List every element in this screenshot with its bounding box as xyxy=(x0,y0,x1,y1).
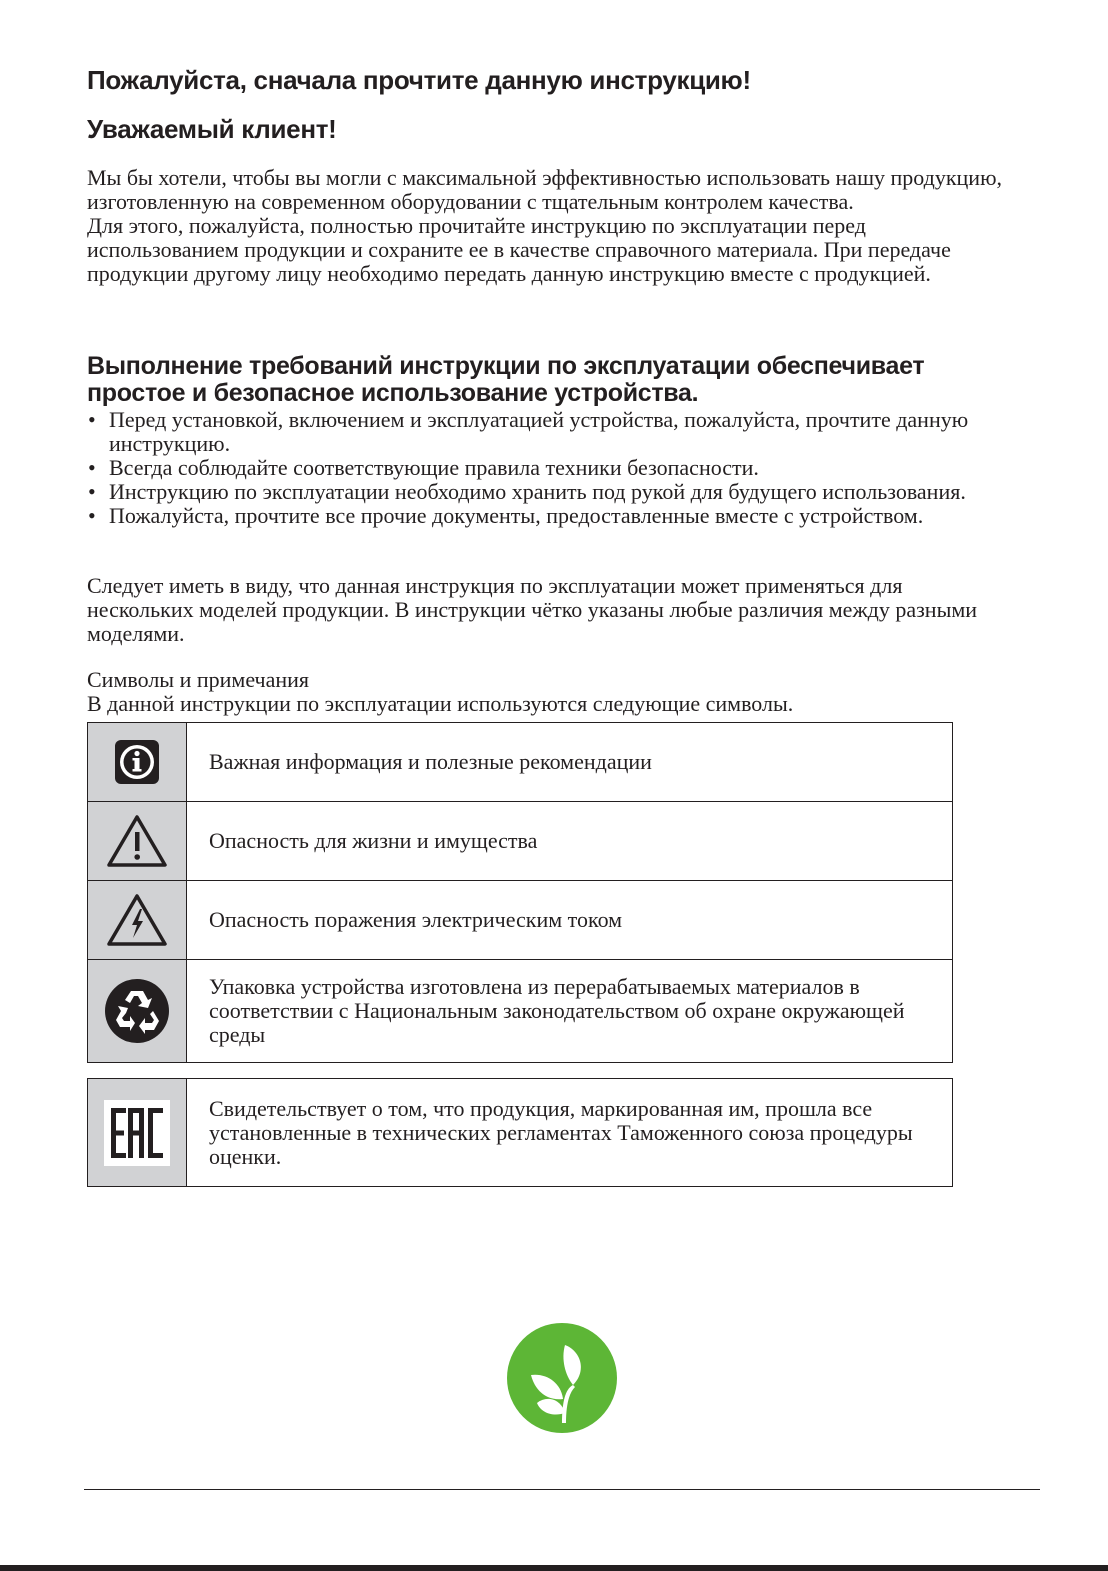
symbol-icon-cell xyxy=(88,802,187,881)
intro-paragraph-2: Для этого, пожалуйста, полностью прочитайте инструкцию по эксплуатации перед использованием продукции и сохраните ее в качестве справочного материала. При передаче продукции другому лицу необходимо передать данную инструкцию вместе с продукцией. xyxy=(87,213,951,286)
safety-bullet-list xyxy=(87,408,987,528)
bullet-marker: • xyxy=(88,503,96,528)
list-item xyxy=(87,408,987,456)
recycle-icon xyxy=(103,977,171,1045)
bullet-text: Пожалуйста, прочтите все прочие документы, предоставленные вместе с устройством. xyxy=(109,503,924,528)
intro-paragraph-1: Мы бы хотели, чтобы вы могли с максимальной эффективностью использовать нашу продукцию, изготовленную на современном оборудовании с тщательным контролем качества. xyxy=(87,165,1003,214)
page-bottom-edge xyxy=(0,1565,1108,1571)
bullet-text: Перед установкой, включением и эксплуатацией устройства, пожалуйста, прочтите данную инструкцию. xyxy=(109,407,969,456)
symbol-description: Опасность для жизни и имущества xyxy=(187,802,953,881)
bullet-marker: • xyxy=(88,479,96,504)
leaf-logo-icon xyxy=(507,1323,617,1433)
symbol-icon-cell xyxy=(88,960,187,1063)
table-row xyxy=(88,1079,953,1187)
list-item xyxy=(87,480,987,504)
bullet-marker: • xyxy=(88,407,96,432)
symbol-description: Упаковка устройства изготовлена из перерабатываемых материалов в соответствии с Национальным законодательством об охране окружающей среды xyxy=(187,960,953,1063)
table-row xyxy=(88,881,953,960)
symbols-table xyxy=(87,722,953,1063)
symbols-title: Символы и примечания xyxy=(87,667,310,692)
eac-mark-icon xyxy=(104,1100,170,1166)
symbol-icon-cell xyxy=(88,723,187,802)
info-icon xyxy=(114,739,160,785)
electric-shock-icon xyxy=(106,893,168,947)
symbol-icon-cell xyxy=(88,1079,187,1187)
safety-heading: Выполнение требований инструкции по эксплуатации обеспечивает простое и безопасное использование устройства. xyxy=(87,352,925,407)
footer-divider xyxy=(84,1489,1040,1490)
warning-icon xyxy=(106,814,168,868)
page-title: Пожалуйста, сначала прочтите данную инструкцию! xyxy=(87,65,751,95)
bullet-text: Инструкцию по эксплуатации необходимо хранить под рукой для будущего использования. xyxy=(109,479,966,504)
list-item xyxy=(87,456,987,480)
eac-table xyxy=(87,1078,953,1187)
table-row xyxy=(88,960,953,1063)
symbol-description: Опасность поражения электрическим током xyxy=(187,881,953,960)
list-item xyxy=(87,504,987,528)
table-row xyxy=(88,802,953,881)
bullet-marker: • xyxy=(88,455,96,480)
models-note: Следует иметь в виду, что данная инструкция по эксплуатации может применяться для нескольких моделей продукции. В инструкции чётко указаны любые различия между разными моделями. xyxy=(87,573,978,646)
bullet-text: Всегда соблюдайте соответствующие правила техники безопасности. xyxy=(109,455,759,480)
symbol-icon-cell xyxy=(88,881,187,960)
table-row xyxy=(88,723,953,802)
symbols-intro: В данной инструкции по эксплуатации используются следующие символы. xyxy=(87,691,794,716)
greeting-heading: Уважаемый клиент! xyxy=(87,114,337,144)
symbol-description: Свидетельствует о том, что продукция, маркированная им, прошла все установленные в технических регламентах Таможенного союза процедуры оценки. xyxy=(187,1079,953,1187)
symbol-description: Важная информация и полезные рекомендации xyxy=(187,723,953,802)
intro-section xyxy=(87,166,1007,286)
